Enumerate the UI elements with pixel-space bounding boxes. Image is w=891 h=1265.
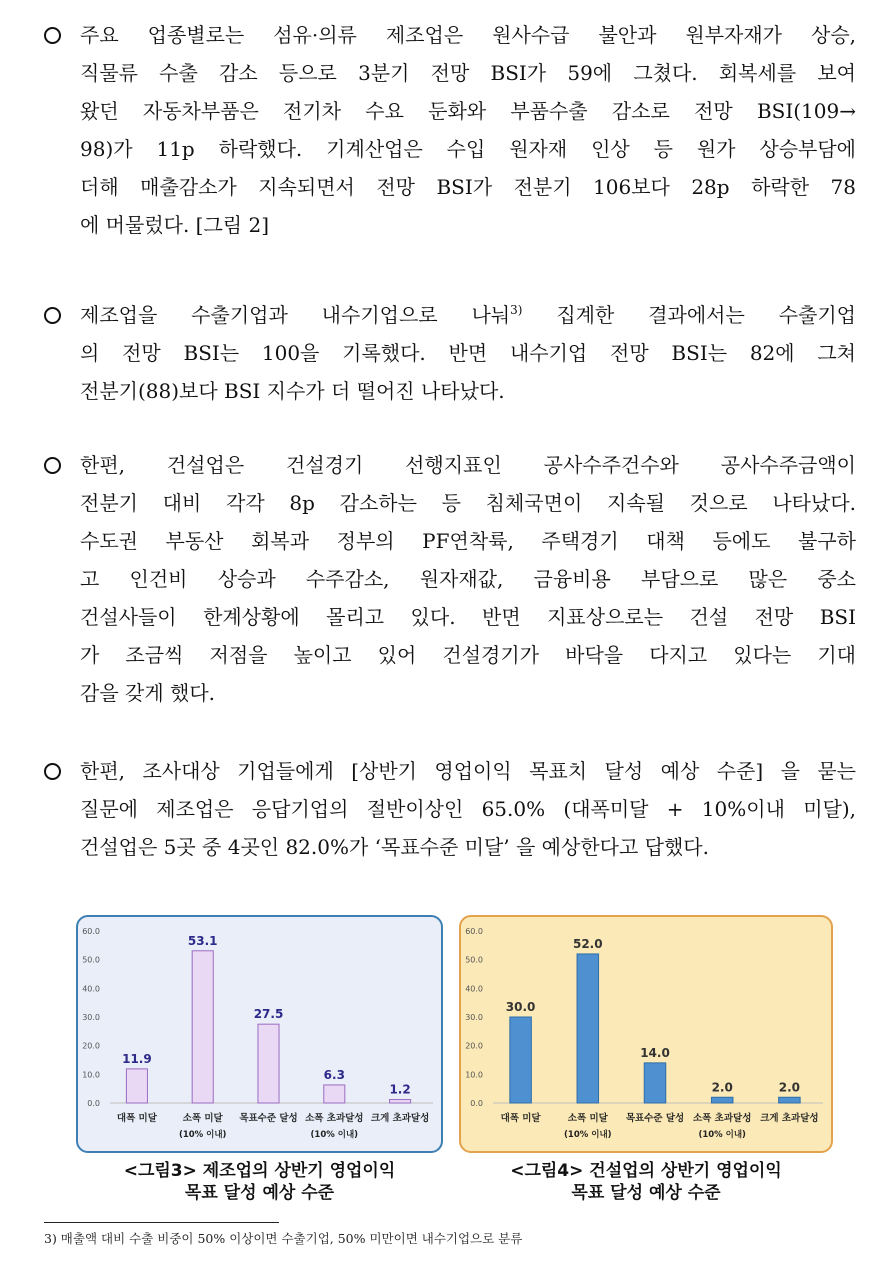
text-line: 수도권 부동산 회복과 정부의 PF연착륙, 주택경기 대책 등에도 불구하 <box>80 529 856 553</box>
text-line <box>80 296 856 334</box>
data-label: 6.3 <box>323 1067 345 1082</box>
chart-panel-construction <box>459 915 833 1153</box>
x-tick-label: 목표수준 달성 <box>239 1113 298 1124</box>
y-tick-label: 50.0 <box>465 955 483 965</box>
y-tick-label: 30.0 <box>82 1013 100 1022</box>
bullet-circle-icon <box>44 457 61 474</box>
x-tick-label: 소폭 초과달성 <box>305 1113 364 1124</box>
data-label: 30.0 <box>505 1000 536 1014</box>
y-tick-label: 10.0 <box>465 1070 483 1080</box>
bar <box>779 1097 801 1103</box>
x-tick-label: 소폭 미달 <box>182 1113 223 1124</box>
x-tick-label: 대폭 미달 <box>116 1113 157 1124</box>
bar <box>644 1063 666 1103</box>
bar <box>510 1017 532 1103</box>
text-line: 더해 매출감소가 지속되면서 전망 BSI가 전분기 106보다 28p 하락한 78 <box>80 175 856 199</box>
caption-line: <그림3> 제조업의 상반기 영업이익 <box>123 1161 396 1181</box>
x-tick-label: 크게 초과달성 <box>370 1113 430 1124</box>
text-line: 직물류 수출 감소 등으로 3분기 전망 BSI가 59에 그쳤다. 회복세를 보여 <box>80 61 856 85</box>
paragraph-4 <box>44 752 856 866</box>
text-line: 전분기(88)보다 BSI 지수가 더 떨어진 나타났다. <box>80 379 505 403</box>
text-line: 주요 업종별로는 섬유·의류 제조업은 원사수급 불안과 원부자재가 상승, <box>80 23 856 47</box>
y-tick-label: 40.0 <box>82 984 100 994</box>
bar <box>324 1085 345 1103</box>
data-label: 53.1 <box>187 933 218 948</box>
data-label: 52.0 <box>572 936 603 951</box>
text-line: 건설업은 5곳 중 4곳인 82.0%가 ‘목표수준 미달’ 을 예상한다고 답했다. <box>80 835 709 859</box>
text-line: 가 조금씩 저점을 높이고 있어 건설경기가 바닥을 다지고 있다는 기대 <box>80 643 856 667</box>
x-tick-label: 소폭 초과달성 <box>693 1113 752 1124</box>
footnote-divider <box>44 1222 279 1223</box>
caption-line: <그림4> 건설업의 상반기 영업이익 <box>510 1161 782 1181</box>
x-tick-label: 대폭 미달 <box>500 1113 541 1124</box>
data-label: 2.0 <box>778 1080 801 1095</box>
y-tick-label: 40.0 <box>465 984 483 994</box>
paragraph-3 <box>44 446 856 712</box>
data-label: 1.2 <box>389 1082 411 1097</box>
bar <box>577 954 599 1103</box>
text-line: 건설사들이 한계상황에 몰리고 있다. 반면 지표상으로는 건설 전망 BSI <box>80 605 856 629</box>
text-segment: 집계한 결과에서는 수출기업 <box>522 303 856 327</box>
y-tick-label: 60.0 <box>465 927 483 936</box>
data-label: 27.5 <box>253 1007 284 1022</box>
footnote: 3) 매출액 대비 수출 비중이 50% 이상이면 수출기업, 50% 미만이면 내수기업으로 분류 <box>44 1231 523 1246</box>
y-tick-label: 0.0 <box>87 1099 100 1108</box>
y-tick-label: 0.0 <box>470 1099 483 1108</box>
bar-chart-manufacturing <box>78 917 441 1151</box>
bullet-circle-icon <box>44 763 61 780</box>
x-tick-label: (10% 이내) <box>310 1130 359 1140</box>
bar <box>126 1069 147 1103</box>
text-line: 고 인건비 상승과 수주감소, 원자재값, 금융비용 부담으로 많은 중소 <box>80 567 856 591</box>
text-line: 감을 갖게 했다. <box>80 681 215 705</box>
x-tick-label: 소폭 미달 <box>567 1113 608 1124</box>
bar <box>192 951 213 1103</box>
text-line: 전분기 대비 각각 8p 감소하는 등 침체국면이 지속될 것으로 나타났다. <box>80 491 856 515</box>
bar <box>258 1024 279 1103</box>
data-label: 14.0 <box>640 1045 670 1060</box>
bar <box>711 1097 733 1103</box>
y-tick-label: 20.0 <box>465 1041 483 1051</box>
bar <box>390 1100 411 1103</box>
caption-line: 목표 달성 예상 수준 <box>571 1183 721 1203</box>
text-line: 질문에 제조업은 응답기업의 절반이상인 65.0% (대폭미달 + 10%이내 미달), <box>80 797 856 821</box>
bullet-circle-icon <box>44 27 61 44</box>
y-tick-label: 10.0 <box>82 1070 100 1080</box>
text-line: 의 전망 BSI는 100을 기록했다. 반면 내수기업 전망 BSI는 82에 그쳐 <box>80 341 856 365</box>
y-tick-label: 50.0 <box>82 955 100 965</box>
data-label: 2.0 <box>711 1080 733 1095</box>
y-tick-label: 30.0 <box>465 1013 483 1022</box>
paragraph-2 <box>44 296 856 410</box>
bullet-circle-icon <box>44 307 61 324</box>
x-tick-label: 크게 초과달성 <box>760 1113 819 1124</box>
x-tick-label: (10% 이내) <box>564 1130 612 1140</box>
figure-caption-3 <box>76 1160 443 1204</box>
caption-line: 목표 달성 예상 수준 <box>184 1183 335 1203</box>
text-line: 에 머물렀다. [그림 2] <box>80 213 269 237</box>
y-tick-label: 60.0 <box>82 927 100 936</box>
bar-chart-construction <box>461 917 831 1151</box>
text-line: 98)가 11p 하락했다. 기계산업은 수입 원자재 인상 등 원가 상승부담에 <box>80 137 856 161</box>
x-tick-label: (10% 이내) <box>178 1130 227 1140</box>
x-tick-label: (10% 이내) <box>698 1130 746 1140</box>
data-label: 11.9 <box>122 1051 152 1066</box>
figure-caption-4 <box>459 1160 833 1204</box>
paragraph-1 <box>44 16 856 244</box>
x-tick-label: 목표수준 달성 <box>625 1113 685 1124</box>
chart-panel-manufacturing <box>76 915 443 1153</box>
text-segment: 제조업을 수출기업과 내수기업으로 나눠 <box>80 303 511 327</box>
text-line: 한편, 건설업은 건설경기 선행지표인 공사수주건수와 공사수주금액이 <box>80 453 856 477</box>
text-line: 왔던 자동차부품은 전기차 수요 둔화와 부품수출 감소로 전망 BSI(109→ <box>80 99 856 123</box>
y-tick-label: 20.0 <box>82 1041 100 1051</box>
footnote-mark: 3) <box>510 303 523 317</box>
text-line: 한편, 조사대상 기업들에게 [상반기 영업이익 목표치 달성 예상 수준] 을 묻는 <box>80 759 856 783</box>
